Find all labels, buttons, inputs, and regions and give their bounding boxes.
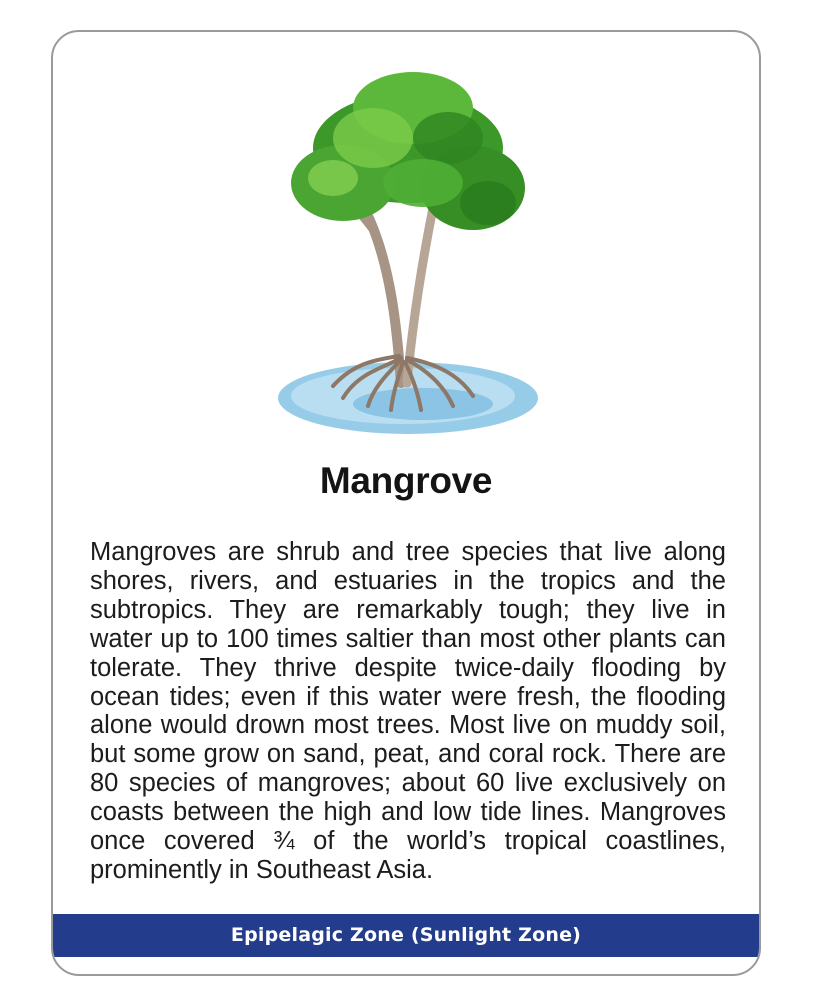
species-card	[51, 30, 761, 976]
ocean-zone-banner: Epipelagic Zone (Sunlight Zone)	[53, 914, 759, 957]
species-description: Mangroves are shrub and tree species that live along shores, rivers, and estuaries in the tropics and the subtropics. They are remarkably tough; they live in water up to 100 times saltier than most other plants can tolerate. They thrive despite twice-daily flooding by ocean tides; even if this water were fresh, the flooding alone would drown most trees. Most live on muddy soil, but some grow on sand, peat, and coral rock. There are 80 species of mangroves; about 60 live exclusively on coasts between the high and low tide lines. Mangroves once covered ¾ of the world’s tropical coastlines, prominently in Southeast Asia.	[90, 538, 726, 884]
species-title: Mangrove	[319, 460, 493, 501]
mangrove-tree-icon	[273, 68, 543, 448]
